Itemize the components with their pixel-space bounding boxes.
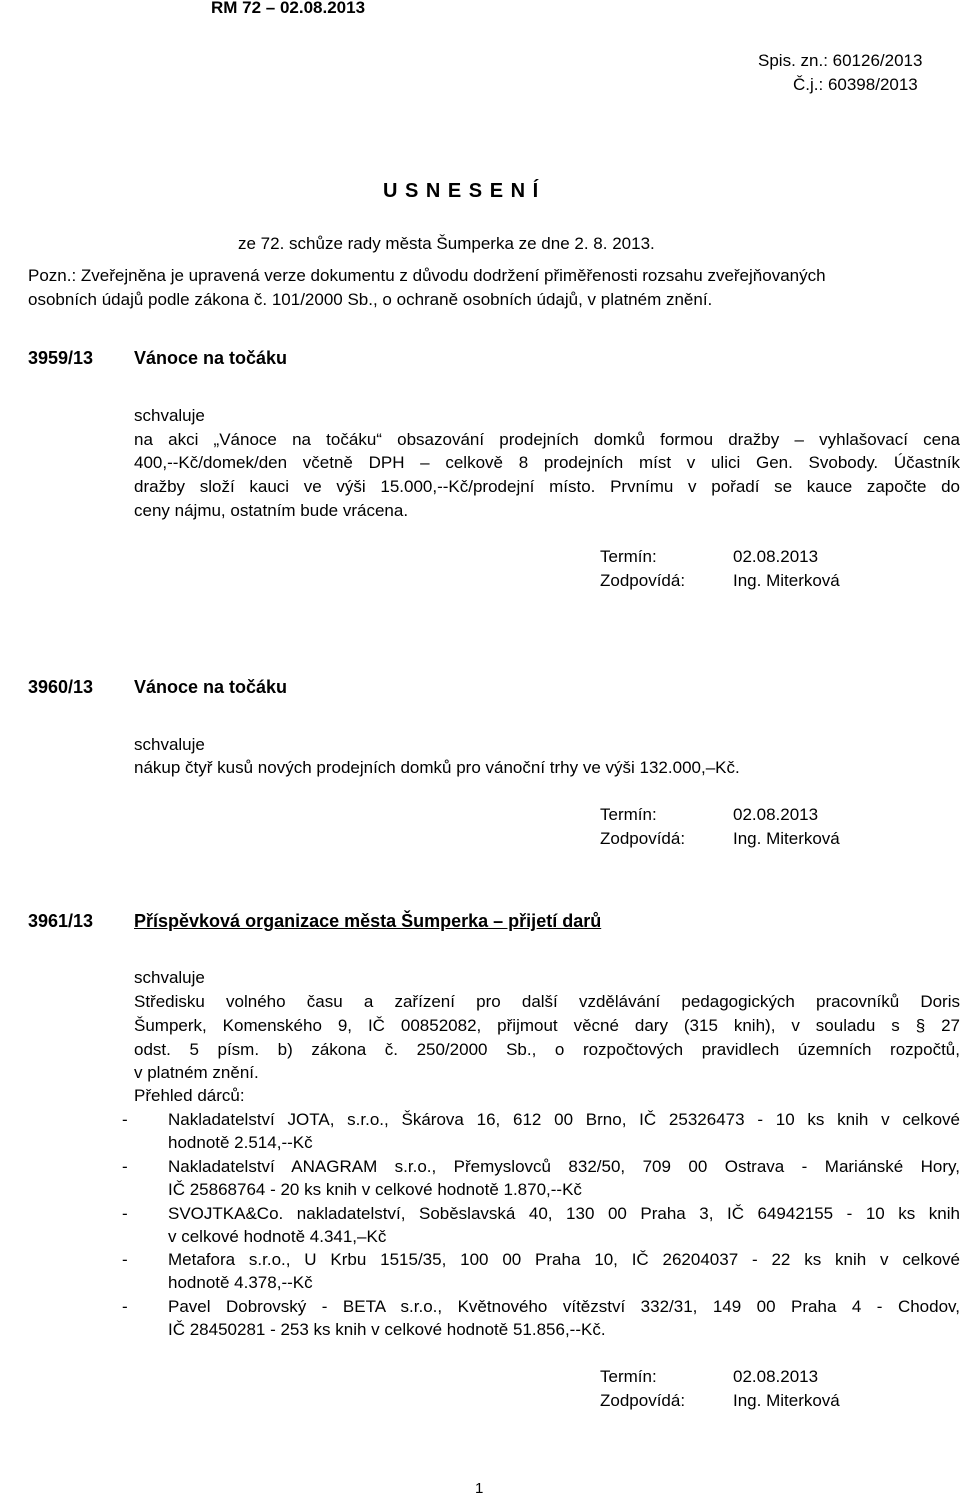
donor-line: hodnotě 2.514,--Kč <box>168 1133 313 1152</box>
resolution-text-line: ceny nájmu, ostatním bude vrácena. <box>134 501 409 520</box>
note-line-1: Pozn.: Zveřejněna je upravená verze dokumentu z důvodu dodržení přiměřenosti rozsahu zveřejňovaných <box>28 266 826 285</box>
deadline-value: 02.08.2013 <box>733 547 819 566</box>
resolution-text-line: na akci „Vánoce na točáku“ obsazování prodejních domků formou dražby – vyhlašovací cena <box>134 430 960 449</box>
responsible-value: Ing. Miterková <box>733 1391 840 1410</box>
resolution-text-line: 400,--Kč/domek/den včetně DPH – celkově 8 prodejních míst v ulici Gen. Svobody. Účastník <box>134 453 960 472</box>
deadline-label: Termín: <box>600 805 657 824</box>
meeting-header: RM 72 – 02.08.2013 <box>210 0 366 17</box>
resolution-verb: schvaluje <box>134 735 205 754</box>
list-bullet: - <box>122 1297 128 1316</box>
resolution-text-line: dražby složí kauci ve výši 15.000,--Kč/prodejní místo. Prvnímu v pořadí se kauce započte do <box>134 477 960 496</box>
donor-line: Pavel Dobrovský - BETA s.r.o., Květnového vítězství 332/31, 149 00 Praha 4 - Chodov, <box>168 1297 960 1316</box>
list-bullet: - <box>122 1157 128 1176</box>
responsible-label: Zodpovídá: <box>600 829 686 848</box>
resolution-title: Vánoce na točáku <box>134 677 288 697</box>
list-bullet: - <box>122 1110 128 1129</box>
document-title: U S N E S E N Í <box>383 180 540 202</box>
donor-line: Nakladatelství JOTA, s.r.o., Škárova 16, 612 00 Brno, IČ 25326473 - 10 ks knih v celkové <box>168 1110 960 1129</box>
donor-line: hodnotě 4.378,--Kč <box>168 1273 313 1292</box>
donor-line: SVOJTKA&Co. nakladatelství, Soběslavská 40, 130 00 Praha 3, IČ 64942155 - 10 ks knih <box>168 1204 960 1223</box>
donors-heading: Přehled dárců: <box>134 1086 245 1105</box>
deadline-value: 02.08.2013 <box>733 805 819 824</box>
resolution-number: 3959/13 <box>28 348 94 368</box>
reference-number: Č.j.: 60398/2013 <box>793 75 918 94</box>
file-number: Spis. zn.: 60126/2013 <box>758 51 923 70</box>
resolution-text-line: v platném znění. <box>134 1063 259 1082</box>
deadline-label: Termín: <box>600 547 657 566</box>
responsible-value: Ing. Miterková <box>733 829 840 848</box>
list-bullet: - <box>122 1250 128 1269</box>
note-line-2: osobních údajů podle zákona č. 101/2000 Sb., o ochraně osobních údajů, v platném znění. <box>28 290 713 309</box>
resolution-text-line: Středisku volného času a zařízení pro další vzdělávání pedagogických pracovníků Doris <box>134 992 960 1011</box>
responsible-label: Zodpovídá: <box>600 1391 686 1410</box>
donor-line: Metafora s.r.o., U Krbu 1515/35, 100 00 Praha 10, IČ 26204037 - 22 ks knih v celkové <box>168 1250 960 1269</box>
resolution-title: Vánoce na točáku <box>134 348 288 368</box>
resolution-title: Příspěvková organizace města Šumperka – přijetí darů <box>134 911 602 931</box>
donor-line: IČ 25868764 - 20 ks knih v celkové hodnotě 1.870,--Kč <box>168 1180 582 1199</box>
resolution-verb: schvaluje <box>134 406 205 425</box>
resolution-text-line: odst. 5 písm. b) zákona č. 250/2000 Sb., o rozpočtových pravidlech územních rozpočtů, <box>134 1040 960 1059</box>
deadline-label: Termín: <box>600 1367 657 1386</box>
responsible-label: Zodpovídá: <box>600 571 686 590</box>
resolution-text-line: nákup čtyř kusů nových prodejních domků pro vánoční trhy ve výši 132.000,–Kč. <box>134 758 740 777</box>
list-bullet: - <box>122 1204 128 1223</box>
deadline-value: 02.08.2013 <box>733 1367 819 1386</box>
donor-line: Nakladatelství ANAGRAM s.r.o., Přemyslovců 832/50, 709 00 Ostrava - Mariánské Hory, <box>168 1157 960 1176</box>
responsible-value: Ing. Miterková <box>733 571 840 590</box>
resolution-text-line: Šumperk, Komenského 9, IČ 00852082, přijmout věcné dary (315 knih), v souladu s § 27 <box>134 1016 960 1035</box>
document-subtitle: ze 72. schůze rady města Šumperka ze dne 2. 8. 2013. <box>238 234 655 253</box>
resolution-verb: schvaluje <box>134 968 205 987</box>
donor-line: v celkové hodnotě 4.341,–Kč <box>168 1227 387 1246</box>
resolution-number: 3961/13 <box>28 911 94 931</box>
resolution-number: 3960/13 <box>28 677 94 697</box>
page-number: 1 <box>475 1480 484 1497</box>
donor-line: IČ 28450281 - 253 ks knih v celkové hodnotě 51.856,--Kč. <box>168 1320 606 1339</box>
